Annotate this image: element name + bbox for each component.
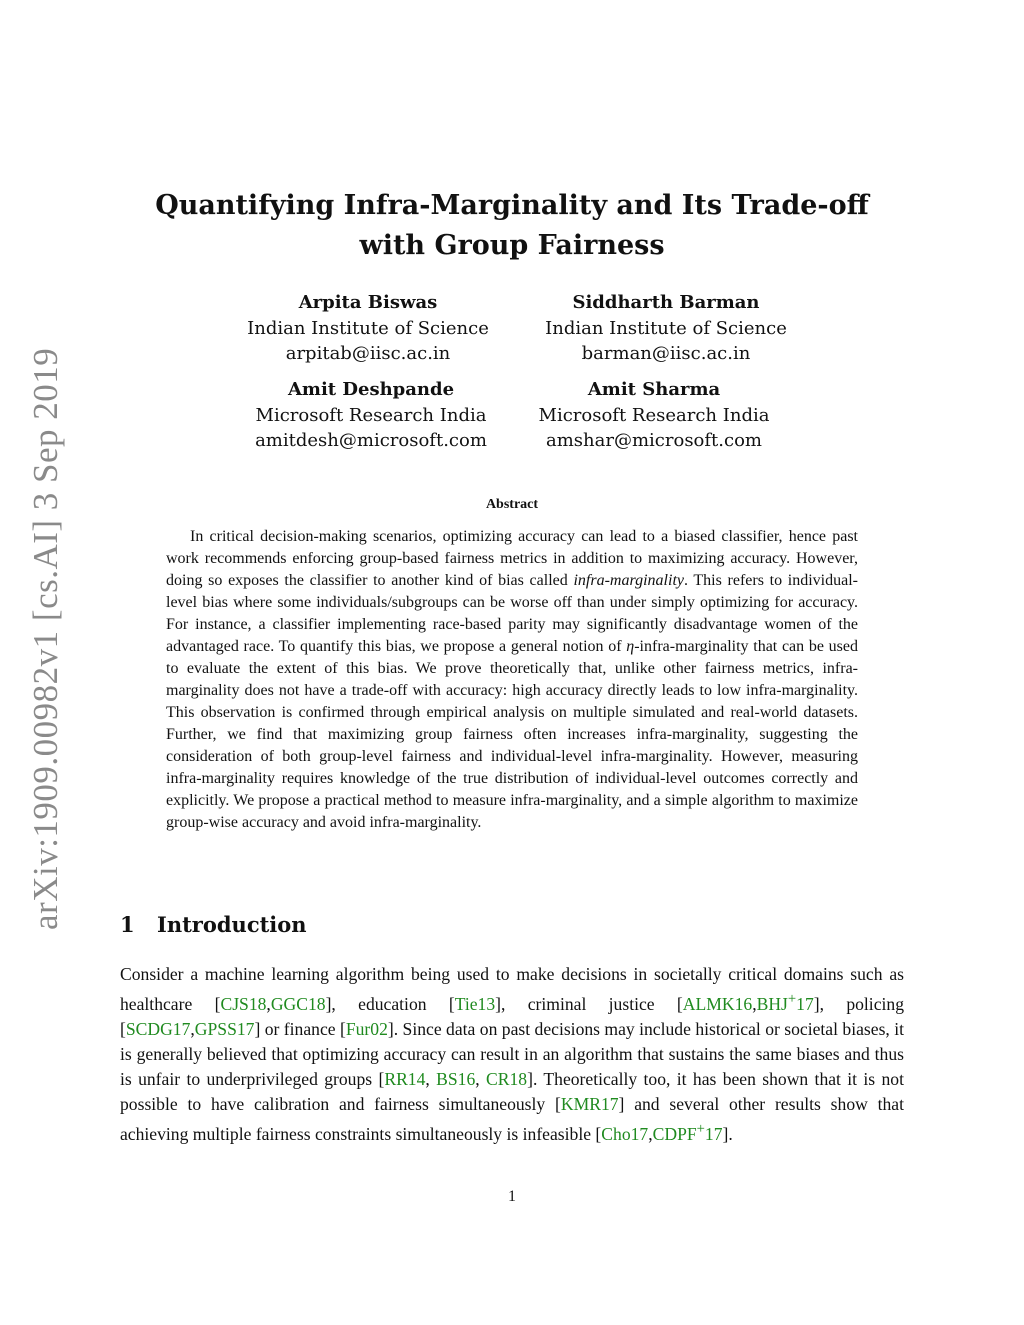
citation-link[interactable]: GPSS17 [194, 1018, 255, 1039]
citation-link[interactable]: CR18 [486, 1068, 528, 1089]
citation-link[interactable]: RR14 [384, 1068, 426, 1089]
section-heading-introduction [120, 912, 307, 937]
author-block-1 [218, 290, 518, 367]
citation-link[interactable]: ALMK16 [682, 993, 753, 1014]
author-block-3 [221, 377, 521, 454]
abstract-body [166, 526, 858, 834]
author-affiliation: Microsoft Research India [538, 404, 770, 426]
intro-text: ]. Theoretically too, it has been shown that it is not possible to have calibration and fairness simultaneously [ [120, 1068, 904, 1114]
intro-text: Consider a machine learning algorithm being used to make decisions in societally critical domains such as healthcare [ [120, 964, 904, 1014]
author-name: Siddharth Barman [572, 292, 760, 313]
citation-year: 17 [704, 1123, 723, 1144]
arxiv-identifier-stamp: arXiv:1909.00982v1 [cs.AI] 3 Sep 2019 [26, 347, 65, 930]
author-affiliation: Microsoft Research India [255, 404, 487, 426]
abstract-text-part: In critical decision-making scenarios, optimizing accuracy can lead to a biased classifier, hence past work recommends enforcing group-based fairness metrics in addition to maximizing accuracy. However, doing so exposes the classifier to another kind of bias called [166, 528, 858, 589]
intro-text: ], policing [ [120, 993, 904, 1039]
citation-link[interactable]: BS16 [436, 1068, 476, 1089]
paper-title: Quantifying Infra-Marginality and Its Trade-off with Group Fairness [155, 190, 869, 261]
citation-link[interactable]: Cho17 [601, 1123, 649, 1144]
author-name: Amit Sharma [587, 379, 721, 400]
citation-link[interactable]: KMR17 [560, 1093, 619, 1114]
author-affiliation: Indian Institute of Science [247, 317, 489, 339]
section-title: Introduction [157, 912, 307, 937]
abstract-text-part: . This refers to individual-level bias where some individuals/subgroups can be worse off than under simply optimizing for accuracy. For instance, a classifier implementing race-based parity may significantly disadvantage women of the advantaged race. To quantify this bias, we propose a general notion of [166, 572, 858, 655]
introduction-paragraph: Consider a machine learning algorithm being used to make decisions in societally critical domains such as healthcare [CJS18,GGC18], education [Tie13], criminal justice [ALMK16,BHJ+17], policing [SCDG17,GPSS17] or finance [Fur02]. Since data on past decisions may include historical or societal biases, it is generally believed that optimizing accuracy can result in an algorithm that sustains the same biases and thus is unfair to underprivileged groups [RR14, BS16, CR18]. Theoretically too, it has been shown that it is not possible to have calibration and fairness simultaneously [KMR17] and several other results show that achieving multiple fairness constraints simultaneously is infeasible [Cho17,CDPF+17]. [120, 964, 905, 1144]
author-email[interactable]: arpitab@iisc.ac.in [285, 343, 451, 364]
author-email[interactable]: amitdesh@microsoft.com [255, 430, 487, 451]
citation-link[interactable] [652, 1120, 723, 1144]
citation-superscript: + [696, 1120, 705, 1137]
citation-key: CDPF [652, 1123, 697, 1144]
citation-link[interactable]: Fur02 [345, 1018, 388, 1039]
author-email[interactable]: barman@iisc.ac.in [581, 343, 751, 364]
citation-link[interactable]: GGC18 [270, 993, 326, 1014]
section-number: 1 [120, 912, 135, 937]
intro-text: ], criminal justice [ [495, 993, 683, 1014]
abstract-term-italic: infra-marginality [573, 572, 684, 589]
intro-text: ]. [722, 1123, 733, 1144]
citation-key: BHJ [756, 993, 788, 1014]
citation-year: 17 [796, 993, 814, 1014]
abstract-heading: Abstract [485, 497, 539, 512]
citation-superscript: + [787, 991, 797, 1007]
page-number: 1 [508, 1188, 516, 1205]
intro-text: ] and several other results show that achieving multiple fairness constraints simultaneously is infeasible [ [120, 1093, 904, 1144]
intro-text: ]. Since data on past decisions may include historical or societal biases, it is generally believed that optimizing accuracy can result in an algorithm that sustains the same biases and thus is unfair to underprivileged groups [ [120, 1018, 905, 1089]
author-affiliation: Indian Institute of Science [545, 317, 787, 339]
abstract-text-part: -infra-marginality that can be used to evaluate the extent of this bias. We prove theoretically that, unlike other fairness metrics, infra-marginality does not have a trade-off with accuracy: high accuracy directly leads to low infra-marginality. This observation is confirmed through empirical analysis on multiple simulated and real-world datasets. Further, we find that maximizing group fairness often increases infra-marginality, suggesting the consideration of both group-level fairness and individual-level infra-marginality. However, measuring infra-marginality requires knowledge of the true distribution of individual-level outcomes correctly and explicitly. We propose a practical method to measure infra-marginality, and a simple algorithm to maximize group-wise accuracy and avoid infra-marginality. [166, 638, 859, 831]
citation-link[interactable]: Tie13 [454, 993, 496, 1014]
author-block-4 [504, 377, 804, 454]
intro-text: ] or finance [ [254, 1018, 346, 1039]
author-email[interactable]: amshar@microsoft.com [546, 430, 762, 451]
intro-text: ], education [ [325, 993, 455, 1014]
citation-link[interactable] [756, 991, 814, 1014]
citation-link[interactable]: CJS18 [220, 993, 267, 1014]
author-name: Amit Deshpande [287, 379, 455, 400]
author-block-2 [516, 290, 816, 367]
author-name: Arpita Biswas [298, 292, 438, 313]
eta-symbol: η [626, 638, 635, 655]
citation-link[interactable]: SCDG17 [125, 1018, 191, 1039]
